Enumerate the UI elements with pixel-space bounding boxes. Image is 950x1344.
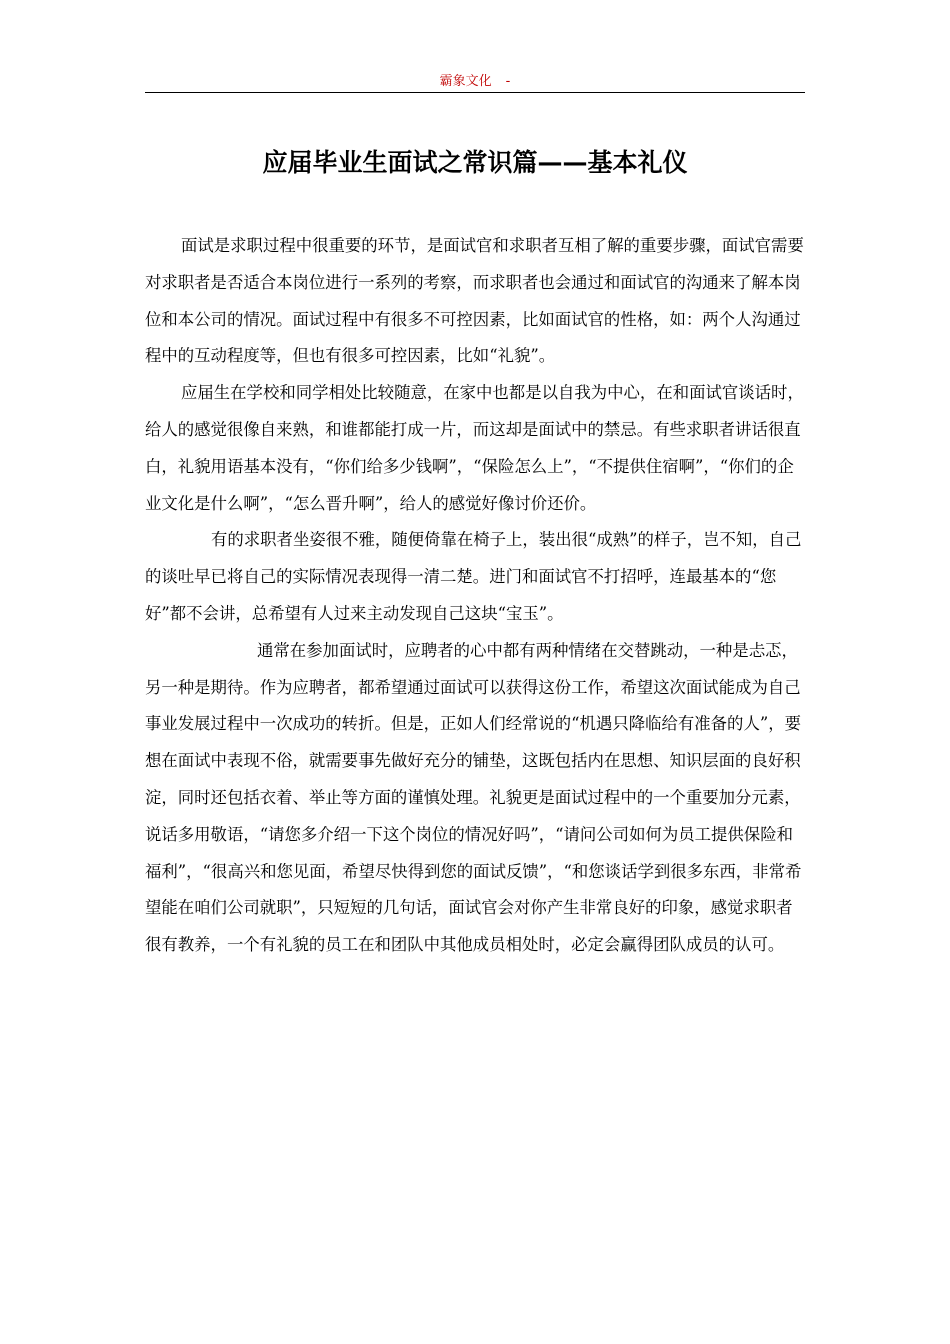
- document-title: 应届毕业生面试之常识篇——基本礼仪: [262, 148, 688, 177]
- header-brand: 霸象文化: [439, 74, 492, 89]
- paragraph: 通常在参加面试时，应聘者的心中都有两种情绪在交替跳动，一种是忐忑，另一种是期待。作为应聘者，都希望通过面试可以获得这份工作，希望这次面试能成为自己事业发展过程中一次成功的转折。但是，正如人们经常说的“机遇只降临给有准备的人”，要想在面试中表现不俗，就需要事先做好充分的铺垫，这既包括内在思想、知识层面的良好积淀，同时还包括衣着、举止等方面的谨慎处理。礼貌更是面试过程中的一个重要加分元素，说话多用敬语，“请您多介绍一下这个岗位的情况好吗”，“请问公司如何为员工提供保险和福利”，“很高兴和您见面，希望尽快得到您的面试反馈”，“和您谈话学到很多东西，非常希望能在咱们公司就职”，只短短的几句话，面试官会对你产生非常良好的印象，感觉求职者很有教养，一个有礼貌的员工在和团队中其他成员相处时，必定会赢得团队成员的认可。: [145, 640, 802, 955]
- paragraph: 应届生在学校和同学相处比较随意，在家中也都是以自我为中心，在和面试官谈话时，给人的感觉很像自来熟，和谁都能打成一片，而这却是面试中的禁忌。有些求职者讲话很直白，礼貌用语基本没有，“你们给多少钱啊”，“保险怎么上”，“不提供住宿啊”，“你们的企业文化是什么啊”，“怎么晋升啊”，给人的感觉好像讨价还价。: [145, 383, 804, 513]
- document-body: [145, 228, 805, 964]
- header-separator: -: [505, 74, 511, 89]
- paragraph: 有的求职者坐姿很不雅，随便倚靠在椅子上，装出很“成熟”的样子，岂不知，自己的谈吐早已将自己的实际情况表现得一清二楚。进门和面试官不打招呼，连最基本的“您好”都不会讲，总希望有人过来主动发现自己这块“宝玉”。: [145, 530, 802, 623]
- paragraph: 面试是求职过程中很重要的环节，是面试官和求职者互相了解的重要步骤，面试官需要对求职者是否适合本岗位进行一系列的考察，而求职者也会通过和面试官的沟通来了解本岗位和本公司的情况。面试过程中有很多不可控因素，比如面试官的性格，如：两个人沟通过程中的互动程度等，但也有很多可控因素，比如“礼貌”。: [145, 236, 804, 366]
- page-header: [145, 70, 805, 93]
